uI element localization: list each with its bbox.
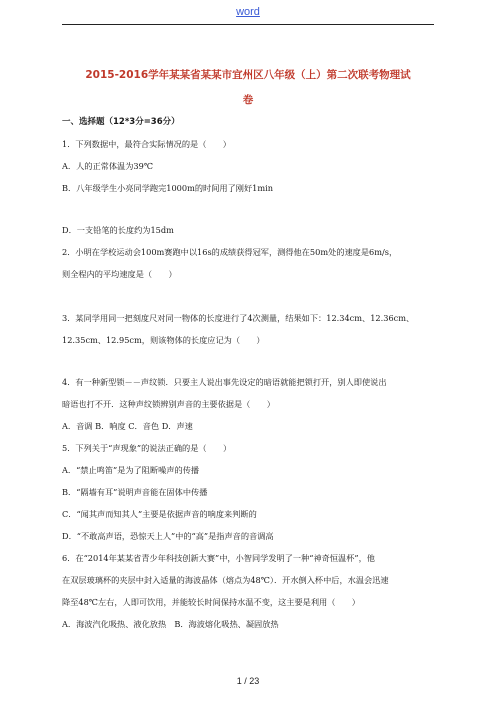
question-5-option-b: B．“隔墙有耳”说明声音能在固体中传播 [62,487,208,497]
header-divider [62,24,434,25]
document-title-line-1: 2015-2016学年某某省某某市宜州区八年级（上）第二次联考物理试 [85,69,411,81]
question-5-stem: 5．下列关于“声现象”的说法正确的是（ ） [62,443,232,453]
document-title-line-2: 卷 [242,94,254,106]
question-4-stem-line-2: 暗语也打不开．这种声纹锁辨别声音的主要依据是（ ） [62,399,275,409]
question-1-stem: 1．下列数据中，最符合实际情况的是（ ） [62,139,231,149]
question-5-option-a: A．“禁止鸣笛”是为了阻断噪声的传播 [62,465,200,475]
question-6-stem-line-2: 在双层玻璃杯的夹层中封入适量的海波晶体（熔点为48℃）．开水倒入杯中后，水温会迅速 [62,575,389,585]
question-5-option-d: D．“不敢高声语，恐惊天上人”中的“高”是指声音的音调高 [62,531,274,541]
question-1-option-b: B．八年级学生小亮同学跑完1000m的时间用了刚好1min [62,183,274,193]
question-4-stem-line-1: 4．有一种新型锁－－声纹锁．只要主人说出事先设定的暗语就能把锁打开，别人即使说出 [62,377,387,387]
question-6-stem-line-3: 降至48℃左右，人即可饮用，并能较长时间保持水温不变，这主要是利用（ ） [62,597,360,607]
question-2-stem-line-2: 则全程内的平均速度是（ ） [62,269,177,279]
question-6-stem-line-1: 6．在“2014年某某省青少年科技创新大赛”中，小智同学发明了一种“神奇恒温杯”，他 [62,553,375,563]
question-4-options: A．音调 B．响度 C．音色 D．声速 [62,421,193,431]
page-number: 1 / 23 [236,676,260,686]
question-1-option-a: A．人的正常体温为39℃ [62,161,153,171]
section-heading: 一、选择题（12*3分=36分） [62,117,180,127]
question-2-stem-line-1: 2．小明在学校运动会100m赛跑中以16s的成绩获得冠军，测得他在50m处的速度是6m/s， [62,247,398,257]
question-6-options-ab: A．海波汽化吸热、液化放热 B．海波熔化吸热、凝固放热 [62,619,279,629]
question-1-option-d: D．一支铅笔的长度约为15dm [62,225,174,235]
question-3-stem-line-1: 3．某同学用同一把刻度尺对同一物体的长度进行了4次测量，结果如下：12.34cm、12.36cm、 [62,313,415,323]
question-3-stem-line-2: 12.35cm、12.95cm，则该物体的长度应记为（ ） [62,335,265,345]
question-5-option-c: C．“闻其声而知其人”主要是依据声音的响度来判断的 [62,509,257,519]
header-word-link[interactable]: word [236,6,260,18]
